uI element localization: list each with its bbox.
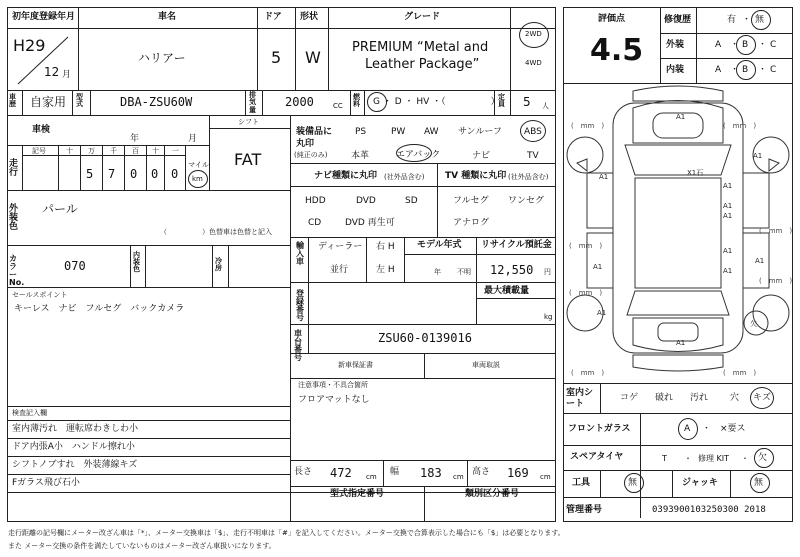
mileage-unit-mile: マイル (188, 161, 209, 169)
ext-grade-c: C (770, 40, 777, 50)
import-dealer: ディーラー (318, 242, 363, 252)
shift-value: FAT (234, 150, 262, 169)
mileage-digit-0: 5 (86, 167, 94, 181)
windshield-a: A (684, 424, 691, 434)
reg-year: H29 (13, 36, 46, 55)
windshield-need: ×要ス (720, 424, 746, 434)
sheet-yogore: 汚れ (690, 393, 709, 403)
type-designation-label: 型式指定番号 (330, 489, 385, 499)
diagram-mark-a1-rear: A1 (676, 339, 686, 347)
inspection-label: 車検 (32, 125, 51, 135)
mgmt-label: 管理番号 (566, 505, 603, 515)
spare-kit: 修理 KIT (698, 454, 730, 463)
repair-yes: 有 (727, 15, 737, 25)
spare-t: T (662, 454, 667, 463)
interior-grade-label: 内装 (666, 65, 685, 75)
model-value: DBA-ZSU60W (120, 95, 193, 109)
equip-leather: 本革 (351, 151, 370, 161)
diagram-mark-a1-front: A1 (676, 113, 686, 121)
first-reg-label: 初年度登録年月 (12, 12, 76, 22)
height-value: 169 (507, 466, 529, 480)
grade-line1: PREMIUM “Metal and (352, 40, 489, 55)
equip-airbag: エアバック (396, 150, 441, 160)
fuel-options: G ・ D ・ HV ・（ ） (373, 97, 500, 107)
diagram-mark-a1-rf-door: A1 (723, 182, 733, 190)
reg-month-suffix: 月 (62, 70, 72, 80)
height-label: 高さ (472, 467, 491, 477)
ext-grade-a: A (715, 40, 722, 50)
model-label: 型式 (76, 93, 83, 108)
jack-value: 無 (754, 478, 764, 488)
mileage-mark-4: 百 (132, 147, 139, 155)
navi-hdd: HDD (305, 196, 326, 206)
drive-4wd: 4WD (525, 59, 542, 67)
displacement-label: 排気量 (249, 91, 256, 114)
width-value: 183 (420, 466, 442, 480)
capacity-value: 5 (523, 95, 531, 109)
inspection-year: 年 (130, 134, 140, 144)
displacement-unit: CC (333, 102, 343, 110)
mm-label-6: ( mm ) (759, 277, 793, 285)
color-no-value: 070 (64, 259, 86, 273)
inspector-line-2: ドア内張A小 ハンドル擦れ小 (12, 442, 135, 452)
mileage-digit-4: 0 (171, 167, 179, 181)
mm-label-5: ( mm ) (569, 289, 603, 297)
reg-month: 12 (44, 65, 60, 79)
tools-label: 工具 (572, 478, 591, 488)
sheet-ana: 穴 (730, 393, 740, 403)
notes-value: フロアマットなし (298, 395, 370, 405)
diagram-mark-a1-lr-wheel: A1 (593, 263, 603, 271)
max-load-unit: kg (544, 313, 553, 321)
mgmt-value: 0393900103250300 2018 (652, 505, 766, 515)
ext-grade-b: B (742, 40, 749, 50)
max-load-label: 最大積載量 (484, 286, 530, 296)
diagram-mark-a1-rf-wheel: A1 (753, 152, 763, 160)
capacity-unit: 人 (542, 102, 549, 110)
mileage-unit-km: km (192, 175, 203, 183)
mileage-mark-0: 記号 (32, 147, 46, 155)
windshield-label: フロントガラス (568, 424, 631, 434)
grade-label: グレード (404, 12, 441, 22)
width-unit: cm (453, 473, 464, 481)
fuel-label: 燃料 (353, 93, 360, 108)
length-unit: cm (366, 473, 377, 481)
navi-sub: (社外品含む) (384, 173, 425, 181)
int-grade-dot2: ・ (758, 65, 768, 75)
equip-pw: PW (391, 127, 406, 137)
import-label: 輸入車 (296, 241, 304, 266)
chassis-label: 車台番号 (294, 329, 302, 362)
diagram-mark-x1-stone: X1石 (687, 169, 704, 177)
shape-value: W (305, 48, 321, 67)
height-unit: cm (540, 473, 551, 481)
diagram-mark-a1-l-mid2: A1 (723, 247, 733, 255)
inspector-line-1: 室内薄汚れ 運転席わきしわ小 (12, 424, 139, 434)
int-grade-a: A (715, 65, 722, 75)
mileage-mark-2: 万 (88, 147, 95, 155)
int-grade-dot1: ・ (730, 65, 740, 75)
car-name-label: 車名 (158, 12, 177, 22)
mileage-digit-1: 7 (108, 167, 116, 181)
navi-cd: CD (308, 218, 322, 228)
equip-navi: ナビ (472, 151, 491, 161)
equipment-sub: (純正のみ) (294, 151, 328, 159)
tv-title: TV 種類に丸印 (445, 171, 507, 181)
inspector-line-3: シフトノブすれ 外装薄線キズ (12, 460, 138, 470)
recycle-value: 12,550 (490, 263, 534, 277)
mm-label-4: ( mm ) (759, 227, 793, 235)
car-name: ハリアー (138, 51, 186, 65)
length-label: 長さ (294, 467, 313, 477)
navi-sd: SD (405, 196, 418, 206)
handle-right: 右 H (376, 242, 395, 252)
equip-tv: TV (527, 151, 539, 161)
inspection-month: 月 (188, 134, 198, 144)
score-label: 評価点 (598, 14, 626, 24)
shape-label: 形状 (300, 12, 319, 22)
manual-label: 車両取説 (472, 361, 500, 369)
mm-label-3: ( mm ) (569, 242, 603, 250)
grade-line2: Leather Package” (365, 57, 480, 72)
diagram-mark-a1-rr-door: A1 (723, 202, 733, 210)
doors-value: 5 (271, 48, 282, 67)
spare-label: スペアタイヤ (570, 452, 624, 462)
sheet-koge: コゲ (620, 393, 639, 403)
tv-analog: アナログ (453, 218, 490, 228)
mileage-mark-1: 十 (66, 147, 73, 155)
mm-label-8: ( mm ) (723, 369, 757, 377)
notes-label: 注意事項・不具合箇所 (298, 381, 368, 389)
tv-sub: (社外品含む) (508, 173, 549, 181)
tv-oneseg: ワンセグ (508, 196, 545, 206)
mm-label-1: ( mm ) (571, 122, 605, 130)
width-label: 幅 (390, 467, 400, 477)
spare-missing: 欠 (758, 453, 768, 463)
spare-dot1: ・ (684, 454, 692, 463)
equip-sunroof: サンルーフ (458, 127, 502, 137)
sheet-yabure: 破れ (655, 393, 674, 403)
car-damage-diagram (563, 83, 793, 383)
inspector-line-4: Fガラス飛び石小 (12, 478, 80, 488)
exterior-note: （ ）色替車は色替と記入 (160, 228, 272, 236)
sales-point-label: セールスポイント (12, 291, 68, 299)
sales-point-value: キーレス ナビ フルセグ バックカメラ (14, 304, 185, 314)
mileage-digit-3: 0 (151, 167, 159, 181)
length-value: 472 (330, 466, 352, 480)
diagram-mark-a1-rr-wheel: A1 (755, 257, 765, 265)
footer-line-1: 走行距離の記号欄にメーター改ざん車は「*」、メーター交換車は「$」、走行不明車は「#」を記入してください。メーター交換で合算表示した場合にも「$」は必要となります。 (8, 529, 565, 537)
ext-grade-dot1: ・ (730, 40, 740, 50)
diagram-mark-a1-rear-left: A1 (597, 309, 607, 317)
sheet-kizu: キズ (753, 393, 771, 403)
mm-label-2: ( mm ) (723, 122, 757, 130)
diagram-mark-missing: 欠 (750, 320, 757, 328)
equipment-label: 装備品に丸印 (296, 127, 333, 149)
int-grade-b: B (742, 65, 749, 75)
interior-color-label: 内装色 (133, 251, 140, 273)
repair-dot: ・ (742, 15, 752, 25)
tv-fullseg: フルセグ (453, 196, 489, 206)
chassis-value: ZSU60-0139016 (378, 331, 472, 345)
shift-label: シフト (238, 118, 259, 126)
reg-no-label: 登録番号 (296, 289, 304, 322)
windshield-dot: ・ (702, 424, 712, 434)
jack-label: ジャッキ (682, 478, 718, 488)
import-parallel: 並行 (330, 265, 349, 275)
diagram-mark-a1-l-mid1: A1 (723, 212, 733, 220)
capacity-label: 定員 (498, 93, 505, 108)
spare-dot2: ・ (741, 454, 749, 463)
model-year-year: 年 (434, 268, 441, 276)
equip-abs: ABS (524, 127, 542, 137)
score-value: 4.5 (590, 33, 644, 68)
model-year-unknown: 不明 (457, 268, 471, 276)
year-slash (8, 29, 78, 89)
class-label: 車歴 (9, 93, 16, 108)
model-year-label: モデル年式 (417, 240, 462, 250)
recycle-label: リサイクル預託金 (481, 240, 552, 250)
equip-ps: PS (355, 127, 367, 137)
ext-grade-dot2: ・ (758, 40, 768, 50)
mileage-digit-2: 0 (130, 167, 138, 181)
recycle-unit: 円 (544, 268, 551, 276)
ac-label: 冷房 (215, 257, 222, 272)
navi-dvd: DVD (356, 196, 376, 206)
category-label: 類別区分番号 (465, 489, 520, 499)
navi-title: ナビ種類に丸印 (314, 171, 378, 181)
handle-left: 左 H (376, 265, 395, 275)
mileage-mark-6: 一 (172, 147, 179, 155)
interior-sheet-label: 室内シート (566, 388, 594, 409)
exterior-value: パール (42, 202, 78, 216)
mm-label-7: ( mm ) (571, 369, 605, 377)
diagram-mark-a1-lf: A1 (599, 173, 609, 181)
drive-2wd: 2WD (525, 30, 542, 38)
mileage-mark-3: 千 (110, 147, 117, 155)
equip-aw: AW (424, 127, 439, 137)
inspector-label: 検査記入欄 (12, 409, 47, 417)
diagram-mark-a1-r-mid3: A1 (723, 267, 733, 275)
repair-label: 修復歴 (664, 15, 692, 25)
color-no-label: カラーNo. (9, 254, 25, 287)
repair-no: 無 (755, 15, 765, 25)
exterior-label: 外装色 (9, 204, 19, 232)
tools-value: 無 (628, 478, 638, 488)
door-label: ドア (264, 12, 282, 22)
int-grade-c: C (770, 65, 777, 75)
footer-line-2: また メーター交換の条件を満たしていないものはメーター改ざん車扱いになります。 (8, 542, 276, 550)
mileage-mark-5: 十 (152, 147, 159, 155)
exterior-grade-label: 外装 (666, 40, 685, 50)
navi-dvd-play: DVD 再生可 (345, 218, 395, 228)
mileage-label: 走行 (9, 159, 19, 178)
warranty-label: 新車保証書 (338, 361, 373, 369)
class-value: 自家用 (30, 95, 67, 109)
displacement-value: 2000 (285, 95, 314, 109)
